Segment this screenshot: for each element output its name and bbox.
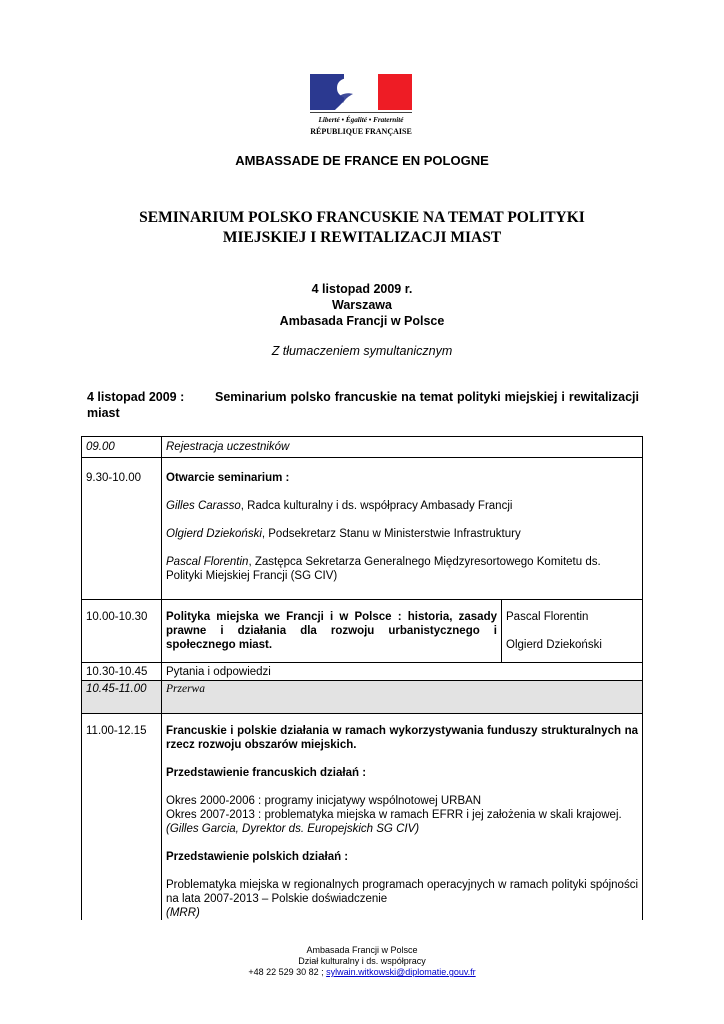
schedule-row-break bbox=[82, 681, 643, 714]
polish-speaker: (MRR) bbox=[166, 907, 200, 919]
french-actions-heading: Przedstawienie francuskich działań : bbox=[166, 767, 367, 779]
row-content bbox=[162, 714, 643, 921]
policy-speakers bbox=[502, 600, 643, 663]
row-time: 11.00-12.15 bbox=[82, 714, 162, 921]
row-text: Pytania i odpowiedzi bbox=[162, 663, 643, 681]
logo-motto: Liberté • Égalité • Fraternité bbox=[318, 116, 404, 124]
funds-topic: Francuskie i polskie działania w ramach wykorzystywania funduszy strukturalnych na rzecz rozwoju obszarów miejskich. bbox=[166, 725, 639, 751]
row-time: 10.30-10.45 bbox=[82, 663, 162, 681]
event-venue: Ambasada Francji w Polsce bbox=[279, 314, 445, 328]
polish-actions-heading: Przedstawienie polskich działań : bbox=[166, 851, 349, 863]
schedule-row-opening bbox=[82, 458, 643, 600]
row-time: 10.00-10.30 bbox=[82, 600, 162, 663]
french-period-1: Okres 2000-2006 : programy inicjatywy wspólnotowej URBAN bbox=[166, 795, 482, 807]
speaker-role: , Zastępca Sekretarza Generalnego Międzyresortowego Komitetu ds. Polityki Miejskiej Francji (SG CIV) bbox=[166, 556, 601, 582]
logo-republic: RÉPUBLIQUE FRANÇAISE bbox=[310, 127, 412, 136]
speaker-name: Pascal Florentin bbox=[166, 556, 249, 568]
event-date: 4 listopad 2009 r. bbox=[311, 282, 413, 296]
program-intro bbox=[87, 389, 639, 421]
page-footer bbox=[0, 945, 724, 978]
title-line-1: SEMINARIUM POLSKO FRANCUSKIE NA TEMAT POLITYKI bbox=[139, 209, 585, 226]
policy-topic: Polityka miejska we Francji i w Polsce : historia, zasady prawne i działania dla rozwoju urbanistycznego i społecznego miast. bbox=[162, 600, 502, 663]
polish-line-1: Problematyka miejska w regionalnych programach operacyjnych w ramach polityki spójności na lata 2007-2013 – Polskie doświadczenie bbox=[166, 879, 639, 905]
flag-red-band bbox=[378, 74, 412, 110]
intro-date: 4 listopad 2009 : bbox=[87, 390, 185, 404]
opening-speaker-2 bbox=[166, 527, 638, 541]
row-time: 10.45-11.00 bbox=[82, 681, 162, 714]
speaker-name: Gilles Carasso bbox=[166, 500, 241, 512]
french-period-2: Okres 2007-2013 : problematyka miejska w ramach EFRR i jej założenia w skali krajowej. bbox=[166, 809, 622, 821]
event-city: Warszawa bbox=[332, 298, 392, 312]
schedule-row-funds bbox=[82, 714, 643, 921]
schedule-row-registration bbox=[82, 437, 643, 458]
row-time: 9.30-10.00 bbox=[82, 458, 162, 600]
speaker-role: , Radca kulturalny i ds. współpracy Ambasady Francji bbox=[240, 500, 513, 512]
title-line-2: MIEJSKIEJ I REWITALIZACJI MIAST bbox=[222, 229, 502, 246]
row-time: 09.00 bbox=[82, 437, 162, 458]
footer-line-1: Ambasada Francji w Polsce bbox=[306, 945, 418, 955]
speaker-1: Pascal Florentin bbox=[506, 611, 589, 623]
footer-email-link[interactable]: sylwain.witkowski@diplomatie.gouv.fr bbox=[326, 967, 476, 977]
republique-francaise-logo bbox=[307, 74, 415, 140]
embassy-heading: AMBASSADE DE FRANCE EN POLOGNE bbox=[235, 153, 489, 168]
intro-text: Seminarium polsko francuskie na temat polityki miejskiej i rewitalizacji miast bbox=[87, 390, 639, 420]
footer-phone: +48 22 529 30 82 ; bbox=[248, 967, 327, 977]
row-text: Przerwa bbox=[162, 681, 643, 714]
opening-heading: Otwarcie seminarium : bbox=[166, 472, 290, 484]
opening-speaker-3 bbox=[166, 555, 638, 583]
row-content bbox=[162, 458, 643, 600]
event-details bbox=[0, 281, 724, 329]
footer-contact bbox=[0, 967, 724, 978]
speaker-name: Olgierd Dziekoński bbox=[166, 528, 262, 540]
opening-speaker-1 bbox=[166, 499, 638, 513]
document-title bbox=[80, 208, 644, 248]
french-speaker: (Gilles Garcia, Dyrektor ds. Europejskich SG CIV) bbox=[166, 823, 420, 835]
interpretation-note: Z tłumaczeniem symultanicznym bbox=[271, 344, 453, 358]
speaker-2: Olgierd Dziekoński bbox=[506, 639, 602, 651]
footer-line-2: Dział kulturalny i ds. współpracy bbox=[298, 956, 426, 966]
schedule-row-policy bbox=[82, 600, 643, 663]
marianne-logo-graphic bbox=[307, 74, 415, 140]
schedule-table bbox=[81, 436, 643, 920]
speaker-role: , Podsekretarz Stanu w Ministerstwie Infrastruktury bbox=[261, 528, 521, 540]
schedule-row-questions bbox=[82, 663, 643, 681]
row-text: Rejestracja uczestników bbox=[162, 437, 643, 458]
